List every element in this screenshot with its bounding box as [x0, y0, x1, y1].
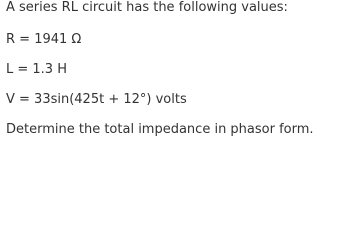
problem-intro: A series RL circuit has the following values: — [6, 0, 288, 15]
voltage-expression: V = 33sin(425t + 12°) volts — [6, 92, 187, 107]
inductance-value: L = 1.3 H — [6, 62, 67, 77]
resistance-value: R = 1941 Ω — [6, 32, 82, 47]
problem-question: Determine the total impedance in phasor form. — [6, 122, 314, 137]
